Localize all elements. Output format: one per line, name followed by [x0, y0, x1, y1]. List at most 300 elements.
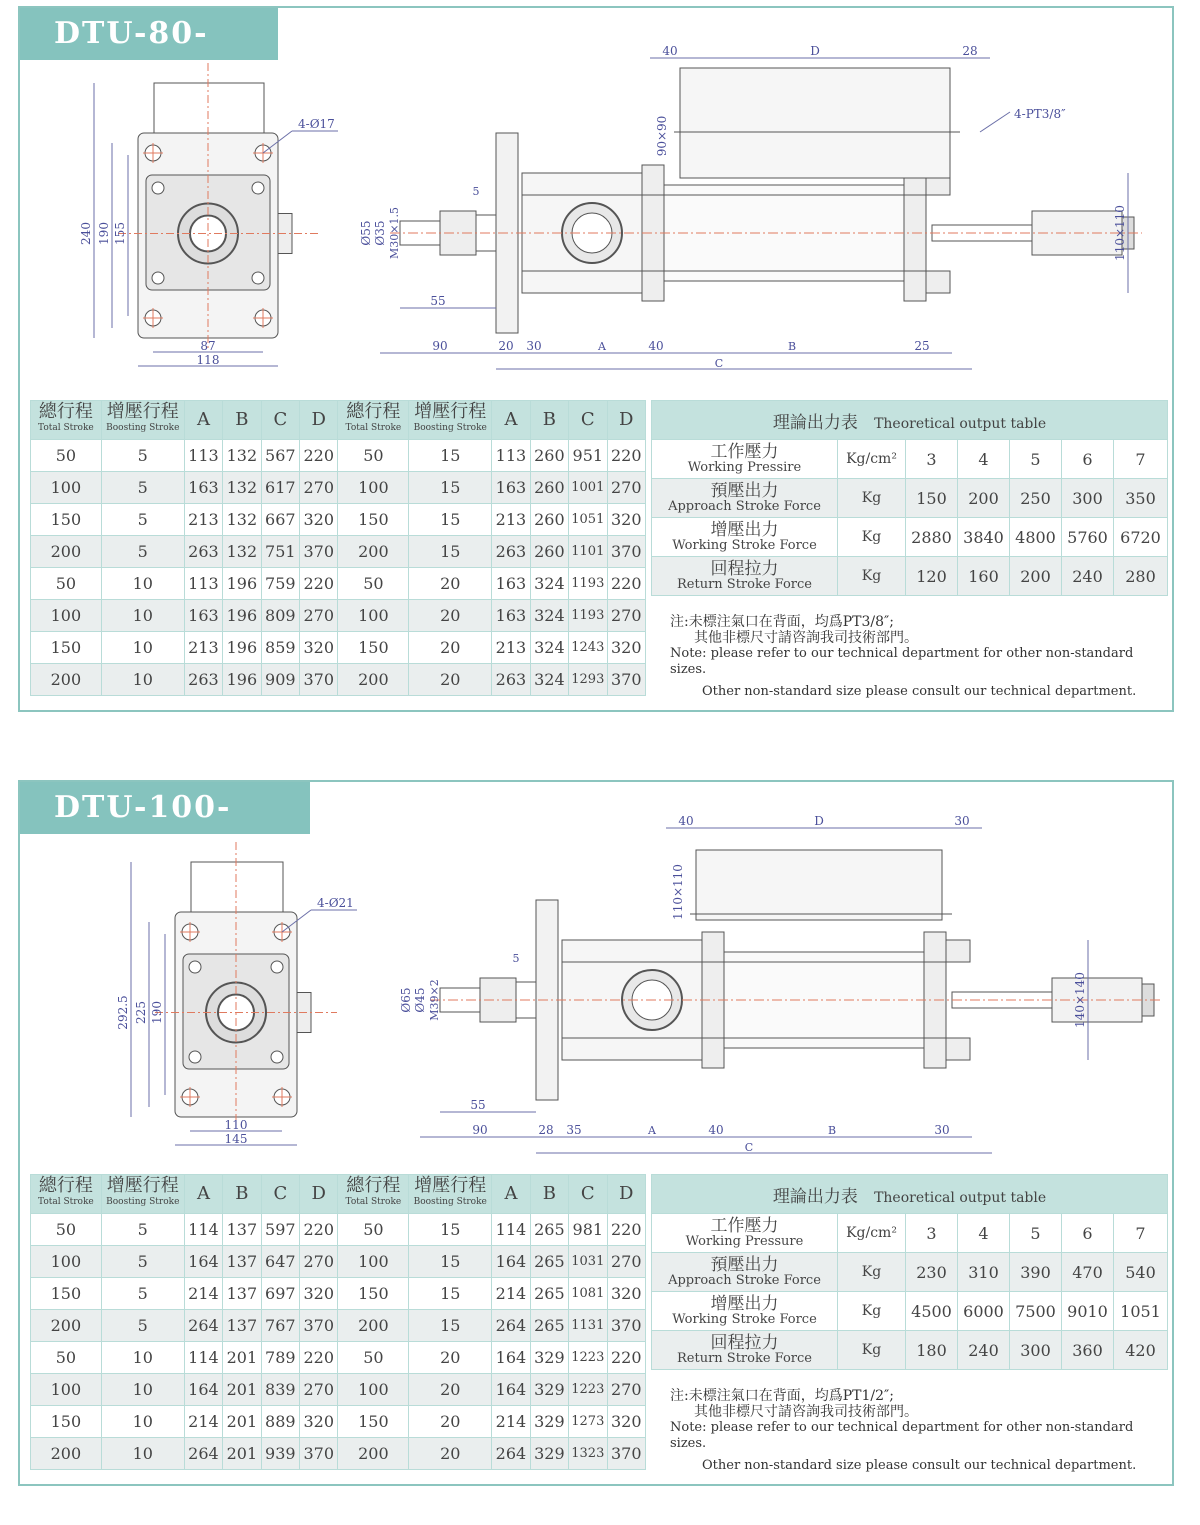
table-cell: 697 [261, 1278, 299, 1310]
dim-label: 20 [498, 339, 514, 353]
table-cell: 265 [530, 1246, 568, 1278]
header-col: C [261, 1175, 299, 1214]
force-value: 5760 [1062, 518, 1114, 557]
table-cell: 200 [31, 536, 102, 568]
table-cell: 50 [31, 1214, 102, 1246]
force-unit: Kg [838, 479, 906, 518]
table-cell: 329 [530, 1438, 568, 1470]
table-cell: 20 [409, 1438, 492, 1470]
force-label-zh: 工作壓力 [710, 1216, 779, 1236]
dim-label: 55 [430, 294, 446, 308]
force-unit: Kg [838, 1253, 906, 1292]
dim-label: 4-Ø17 [298, 117, 335, 131]
dim-label: B [827, 1124, 837, 1137]
table-cell: 15 [409, 440, 492, 472]
dim-label: 90 [472, 1123, 488, 1137]
dim-label: 35 [566, 1123, 582, 1137]
force-label [652, 479, 838, 518]
table-cell: 263 [184, 536, 222, 568]
table-cell: 213 [184, 504, 222, 536]
dim-label: Ø45 [413, 987, 427, 1013]
table-cell: 260 [530, 536, 568, 568]
force-value: 470 [1062, 1253, 1114, 1292]
force-title-en: Theoretical output table [874, 415, 1047, 432]
table-cell: 50 [338, 440, 409, 472]
header-stroke [101, 401, 184, 440]
table-cell: 163 [184, 600, 222, 632]
force-unit: Kg/cm² [838, 1214, 906, 1253]
table-cell: 1081 [569, 1278, 607, 1310]
force-value: 160 [958, 557, 1010, 596]
table-cell: 20 [409, 1374, 492, 1406]
force-value: 230 [906, 1253, 958, 1292]
note-line-zh2: 其他非標尺寸請咨詢我司技術部門。 [694, 1404, 918, 1420]
dim-label: 40 [708, 1123, 724, 1137]
table-cell: 196 [223, 664, 261, 696]
table-cell: 15 [409, 536, 492, 568]
table-row [31, 1310, 646, 1342]
header-zh: 總行程 [38, 1175, 93, 1196]
table-cell: 5 [101, 1214, 184, 1246]
header-zh: 總行程 [346, 401, 401, 422]
table-cell: 220 [300, 440, 338, 472]
table-cell: 1131 [569, 1310, 607, 1342]
table-cell: 10 [101, 1438, 184, 1470]
table-cell: 329 [530, 1406, 568, 1438]
table-cell: 132 [223, 504, 261, 536]
table-cell: 50 [338, 568, 409, 600]
table-cell: 809 [261, 600, 299, 632]
dim-label: A [598, 340, 606, 353]
header-stroke [409, 1175, 492, 1214]
dim-label: D [814, 814, 824, 828]
table-cell: 50 [31, 1342, 102, 1374]
header-en: Total Stroke [345, 423, 402, 433]
force-value: 4500 [906, 1292, 958, 1331]
table-cell: 260 [530, 504, 568, 536]
table-row [31, 1214, 646, 1246]
table-cell: 201 [223, 1342, 261, 1374]
dimension-table [30, 1174, 646, 1470]
table-cell: 5 [101, 536, 184, 568]
dim-label: 40 [648, 339, 664, 353]
bolt-hole [152, 182, 164, 194]
header-col: D [607, 401, 645, 440]
force-label-en: Approach Stroke Force [668, 499, 821, 514]
table-cell: 113 [492, 440, 530, 472]
force-value: 420 [1114, 1331, 1168, 1370]
table-cell: 50 [338, 1342, 409, 1374]
table-cell: 324 [530, 632, 568, 664]
force-row [652, 479, 1168, 518]
header-stroke [409, 401, 492, 440]
table-cell: 264 [492, 1438, 530, 1470]
header-col: C [261, 401, 299, 440]
table-cell: 132 [223, 536, 261, 568]
header-en: Total Stroke [38, 423, 94, 433]
bolt-hole [271, 1051, 283, 1063]
table-cell: 567 [261, 440, 299, 472]
table-cell: 150 [338, 1406, 409, 1438]
table-cell: 10 [101, 1406, 184, 1438]
dim-label: 110 [224, 1118, 248, 1132]
table-cell: 201 [223, 1438, 261, 1470]
bolt-hole [252, 182, 264, 194]
header-stroke [101, 1175, 184, 1214]
force-row [652, 1292, 1168, 1331]
force-label-zh: 增壓出力 [710, 520, 779, 540]
note-line-zh1: 注:未標注氣口在背面，均爲PT3/8″; [670, 614, 894, 630]
table-cell: 20 [409, 600, 492, 632]
force-value: 4800 [1010, 518, 1062, 557]
header-zh: 增壓行程 [414, 1175, 487, 1196]
table-cell: 1193 [569, 600, 607, 632]
table-cell: 214 [184, 1406, 222, 1438]
dim-label: 225 [134, 1001, 148, 1024]
table-cell: 264 [492, 1310, 530, 1342]
cover-block [154, 83, 264, 135]
section-panel [18, 6, 1174, 712]
dim-label: M30×1.5 [388, 207, 401, 259]
header-col: A [492, 401, 530, 440]
table-row [31, 1374, 646, 1406]
table-cell: 220 [607, 1214, 645, 1246]
table-cell: 1193 [569, 568, 607, 600]
table-cell: 164 [492, 1374, 530, 1406]
table-cell: 200 [338, 1438, 409, 1470]
table-cell: 320 [300, 632, 338, 664]
force-value: 5 [1010, 1214, 1062, 1253]
table-cell: 163 [184, 472, 222, 504]
table-cell: 1031 [569, 1246, 607, 1278]
dim-label: 145 [224, 1132, 248, 1146]
table-row [31, 472, 646, 504]
force-value: 5 [1010, 440, 1062, 479]
force-label-zh: 回程拉力 [710, 559, 779, 579]
dim-label: 28 [962, 44, 978, 58]
force-value: 200 [1010, 557, 1062, 596]
table-cell: 200 [338, 1310, 409, 1342]
force-unit: Kg/cm² [838, 440, 906, 479]
table-cell: 163 [492, 472, 530, 504]
header-stroke [31, 1175, 102, 1214]
header-en: Boosting Stroke [413, 423, 487, 433]
dim-label: 30 [954, 814, 970, 828]
table-cell: 1223 [569, 1342, 607, 1374]
header-stroke [31, 401, 102, 440]
force-value: 2880 [906, 518, 958, 557]
table-cell: 320 [300, 1278, 338, 1310]
table-cell: 859 [261, 632, 299, 664]
force-title-en: Theoretical output table [874, 1189, 1047, 1206]
force-label-en: Return Stroke Force [677, 577, 812, 592]
bolt-hole [252, 272, 264, 284]
force-label-zh: 預壓出力 [710, 1255, 779, 1275]
header-col: A [184, 401, 222, 440]
header-zh: 總行程 [346, 1175, 401, 1196]
table-cell: 201 [223, 1406, 261, 1438]
header-col: B [223, 1175, 261, 1214]
force-value: 150 [906, 479, 958, 518]
force-label [652, 1214, 838, 1253]
table-cell: 10 [101, 1342, 184, 1374]
table-cell: 320 [607, 1278, 645, 1310]
force-label-zh: 工作壓力 [710, 442, 779, 462]
note-line-en2: Other non-standard size please consult our technical department. [702, 684, 1137, 699]
force-unit: Kg [838, 1292, 906, 1331]
force-value: 3840 [958, 518, 1010, 557]
header-col: D [607, 1175, 645, 1214]
table-cell: 137 [223, 1278, 261, 1310]
force-value: 240 [1062, 557, 1114, 596]
technical-drawing [20, 8, 1176, 398]
force-unit: Kg [838, 557, 906, 596]
table-cell: 100 [338, 1374, 409, 1406]
table-cell: 1293 [569, 664, 607, 696]
table-cell: 196 [223, 600, 261, 632]
dim-label: C [744, 1141, 754, 1154]
table-cell: 20 [409, 1406, 492, 1438]
table-cell: 270 [300, 600, 338, 632]
table-cell: 370 [607, 1438, 645, 1470]
force-value: 280 [1114, 557, 1168, 596]
header-col: A [492, 1175, 530, 1214]
dim-label: 40 [678, 814, 694, 828]
table-cell: 329 [530, 1342, 568, 1374]
force-label-en: Working Stroke Force [672, 538, 817, 553]
dim-label: 118 [196, 353, 220, 367]
table-cell: 270 [607, 600, 645, 632]
table-cell: 5 [101, 1310, 184, 1342]
force-label [652, 1292, 838, 1331]
dim-label: 30 [526, 339, 542, 353]
table-cell: 150 [31, 632, 102, 664]
table-cell: 163 [492, 568, 530, 600]
table-cell: 15 [409, 1214, 492, 1246]
table-cell: 1273 [569, 1406, 607, 1438]
table-cell: 1243 [569, 632, 607, 664]
table-cell: 751 [261, 536, 299, 568]
table-cell: 1101 [569, 536, 607, 568]
dimension-table [30, 400, 646, 696]
table-cell: 370 [300, 664, 338, 696]
force-value: 3 [906, 1214, 958, 1253]
table-cell: 320 [607, 504, 645, 536]
force-value: 6 [1062, 440, 1114, 479]
dim-label: 4-PT3/8″ [1014, 107, 1066, 121]
table-cell: 114 [184, 1342, 222, 1374]
table-cell: 265 [530, 1214, 568, 1246]
table-cell: 370 [607, 536, 645, 568]
table-cell: 1051 [569, 504, 607, 536]
force-title-zh: 理論出力表 [772, 412, 858, 433]
dim-label: Ø55 [359, 220, 373, 246]
table-cell: 263 [492, 536, 530, 568]
dim-label: 155 [113, 222, 127, 245]
header-col: C [569, 1175, 607, 1214]
note-line-zh1: 注:未標注氣口在背面，均爲PT1/2″; [670, 1388, 894, 1404]
table-cell: 324 [530, 664, 568, 696]
table-cell: 270 [607, 472, 645, 504]
table-cell: 214 [492, 1406, 530, 1438]
table-cell: 647 [261, 1246, 299, 1278]
header-col: B [530, 401, 568, 440]
table-row [31, 568, 646, 600]
force-unit: Kg [838, 518, 906, 557]
header-zh: 增壓行程 [414, 401, 487, 422]
table-cell: 270 [300, 1374, 338, 1406]
dim-label: 292.5 [116, 995, 130, 1030]
force-row [652, 1253, 1168, 1292]
dim-label: M39×2 [428, 979, 441, 1021]
force-table-title [652, 401, 1168, 440]
table-cell: 370 [300, 536, 338, 568]
table-cell: 263 [184, 664, 222, 696]
force-label-zh: 回程拉力 [710, 1333, 779, 1353]
force-value: 300 [1062, 479, 1114, 518]
fitting [926, 271, 950, 293]
table-cell: 137 [223, 1214, 261, 1246]
force-label-zh: 預壓出力 [710, 481, 779, 501]
dim-label: Ø35 [373, 220, 387, 246]
table-cell: 213 [492, 504, 530, 536]
model-title: DTU-100-10T [20, 782, 310, 834]
dim-label: B [787, 340, 797, 353]
table-cell: 1001 [569, 472, 607, 504]
force-row [652, 1331, 1168, 1370]
table-cell: 164 [492, 1246, 530, 1278]
dim-label: 5 [472, 185, 480, 198]
table-cell: 150 [338, 1278, 409, 1310]
table-cell: 20 [409, 568, 492, 600]
table-cell: 196 [223, 568, 261, 600]
table-row [31, 440, 646, 472]
table-cell: 213 [492, 632, 530, 664]
table-cell: 5 [101, 504, 184, 536]
header-stroke [338, 401, 409, 440]
table-cell: 324 [530, 568, 568, 600]
table-cell: 5 [101, 440, 184, 472]
table-cell: 114 [184, 1214, 222, 1246]
table-cell: 200 [31, 664, 102, 696]
table-cell: 789 [261, 1342, 299, 1374]
table-cell: 889 [261, 1406, 299, 1438]
dim-label: 90 [432, 339, 448, 353]
model-title: DTU-80-5T [20, 8, 278, 60]
dim-label: Ø65 [399, 987, 413, 1013]
table-cell: 137 [223, 1310, 261, 1342]
technical-drawing [20, 782, 1176, 1172]
table-cell: 264 [184, 1310, 222, 1342]
air-cylinder [696, 850, 942, 920]
note [670, 614, 1170, 700]
table-cell: 1323 [569, 1438, 607, 1470]
force-value: 6 [1062, 1214, 1114, 1253]
force-label-zh: 增壓出力 [710, 1294, 779, 1314]
force-row [652, 557, 1168, 596]
dim-label: 40 [662, 44, 678, 58]
table-cell: 10 [101, 568, 184, 600]
table-cell: 1223 [569, 1374, 607, 1406]
table-cell: 100 [338, 472, 409, 504]
table-row [31, 536, 646, 568]
dim-label: 110×110 [671, 864, 685, 920]
cover-block [191, 862, 283, 914]
force-value: 180 [906, 1331, 958, 1370]
dim-label: 140×140 [1073, 972, 1087, 1028]
table-row [31, 504, 646, 536]
force-value: 310 [958, 1253, 1010, 1292]
table-cell: 214 [184, 1278, 222, 1310]
header-col: C [569, 401, 607, 440]
dim-label: D [810, 44, 820, 58]
table-cell: 164 [184, 1246, 222, 1278]
force-table-title [652, 1175, 1168, 1214]
table-cell: 150 [31, 1406, 102, 1438]
table-cell: 939 [261, 1438, 299, 1470]
table-cell: 163 [492, 600, 530, 632]
table-cell: 270 [300, 1246, 338, 1278]
table-cell: 270 [607, 1246, 645, 1278]
table-cell: 909 [261, 664, 299, 696]
dim-label: 190 [97, 222, 111, 245]
piston-rod [932, 225, 1032, 241]
force-row [652, 518, 1168, 557]
force-value: 4 [958, 440, 1010, 479]
table-cell: 270 [607, 1374, 645, 1406]
table-cell: 220 [607, 1342, 645, 1374]
table-cell: 617 [261, 472, 299, 504]
force-value: 350 [1114, 479, 1168, 518]
table-cell: 114 [492, 1214, 530, 1246]
bolt-hole [271, 961, 283, 973]
table-cell: 220 [300, 1214, 338, 1246]
table-cell: 100 [31, 1374, 102, 1406]
table-cell: 10 [101, 664, 184, 696]
force-label [652, 440, 838, 479]
note-line-zh2: 其他非標尺寸請咨詢我司技術部門。 [694, 630, 918, 646]
force-value: 6000 [958, 1292, 1010, 1331]
table-cell: 50 [31, 568, 102, 600]
table-cell: 113 [184, 440, 222, 472]
table-cell: 270 [300, 472, 338, 504]
dim-label: 5 [512, 952, 520, 965]
dim-label: 240 [79, 222, 93, 245]
force-value: 390 [1010, 1253, 1062, 1292]
table-cell: 100 [338, 600, 409, 632]
force-value: 4 [958, 1214, 1010, 1253]
dim-label: 110×110 [1113, 205, 1127, 261]
force-value: 1051 [1114, 1292, 1168, 1331]
table-cell: 20 [409, 664, 492, 696]
table-row [31, 1406, 646, 1438]
force-value: 7500 [1010, 1292, 1062, 1331]
header-en: Boosting Stroke [413, 1197, 487, 1207]
dim-label: 190 [150, 1001, 164, 1024]
table-cell: 164 [492, 1342, 530, 1374]
table-cell: 200 [31, 1310, 102, 1342]
table-row [31, 1342, 646, 1374]
table-cell: 213 [184, 632, 222, 664]
table-cell: 264 [184, 1438, 222, 1470]
table-cell: 320 [607, 632, 645, 664]
header-en: Total Stroke [345, 1197, 402, 1207]
table-cell: 132 [223, 440, 261, 472]
header-zh: 總行程 [38, 401, 93, 422]
table-cell: 200 [338, 664, 409, 696]
header-zh: 增壓行程 [106, 401, 179, 422]
force-label [652, 518, 838, 557]
